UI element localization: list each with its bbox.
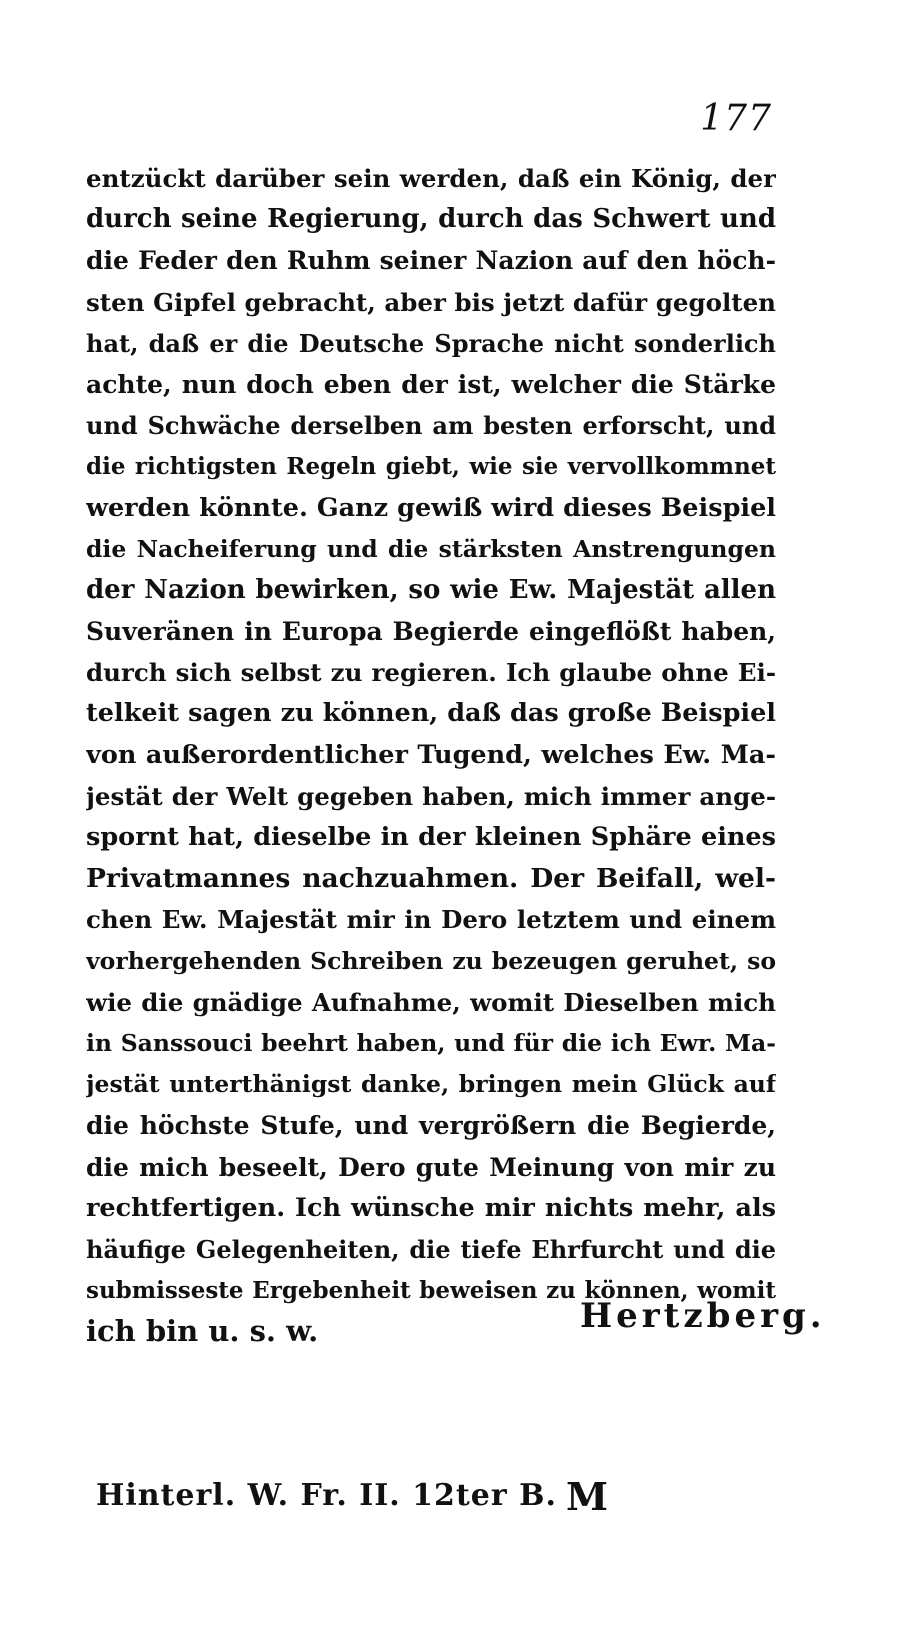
text-line: sten Gipfel gebracht, aber bis jetzt dafür gegolten (86, 287, 776, 317)
page-number: 177 (700, 98, 772, 139)
text-line: werden könnte. Ganz gewiß wird dieses Beispiel (86, 492, 776, 523)
text-line: wie die gnädige Aufnahme, womit Dieselben mich (86, 987, 776, 1017)
text-line: ich bin u. s. w. (86, 1314, 319, 1349)
text-line: häufige Gelegenheiten, die tiefe Ehrfurcht und die (86, 1234, 776, 1264)
text-line: Suveränen in Europa Begierde eingeflößt haben, (86, 617, 776, 647)
text-line: chen Ew. Majestät mir in Dero letztem und einem (86, 905, 776, 935)
text-line: hat, daß er die Deutsche Sprache nicht sonderlich (86, 328, 776, 358)
body-text (86, 158, 776, 1352)
signature: Hertzberg. (580, 1296, 826, 1336)
page-footer (96, 1474, 656, 1528)
text-line: die Nacheiferung und die stärksten Anstrengungen (86, 534, 776, 563)
text-line: achte, nun doch eben der ist, welcher die Stärke (86, 369, 776, 399)
text-line: Privatmannes nachzuahmen. Der Beifall, wel- (86, 863, 776, 895)
signature-mark: Hinterl. W. Fr. II. 12ter B. (96, 1478, 557, 1513)
text-line: rechtfertigen. Ich wünsche mir nichts mehr, als (86, 1192, 776, 1223)
text-line: durch seine Regierung, durch das Schwert und (86, 204, 776, 235)
text-line: entzückt darüber sein werden, daß ein König, der (86, 164, 776, 193)
text-line: in Sanssouci beehrt haben, und für die ich Ewr. Ma- (86, 1028, 776, 1057)
text-line: durch sich selbst zu regieren. Ich glaube ohne Ei- (86, 658, 776, 688)
text-line: submisseste Ergebenheit beweisen zu können, womit (86, 1277, 776, 1305)
text-line: jestät der Welt gegeben haben, mich immer ange- (86, 781, 776, 811)
text-line: die Feder den Ruhm seiner Nazion auf den höch- (86, 246, 776, 276)
text-line: telkeit sagen zu können, daß das große Beispiel (86, 698, 776, 729)
text-line: die mich beseelt, Dero gute Meinung von mir zu (86, 1152, 776, 1182)
text-line: die richtigsten Regeln giebt, wie sie vervollkommnet (86, 453, 776, 481)
text-line: vorhergehenden Schreiben zu bezeugen geruhet, so (86, 946, 776, 975)
text-line: von außerordentlicher Tugend, welches Ew. Ma- (86, 739, 776, 770)
text-line: spornt hat, dieselbe in der kleinen Sphäre eines (86, 822, 776, 852)
text-line: die höchste Stufe, und vergrößern die Begierde, (86, 1111, 776, 1141)
text-line: der Nazion bewirken, so wie Ew. Majestät allen (86, 574, 776, 605)
text-line: jestät unterthänigst danke, bringen mein Glück auf (86, 1070, 776, 1099)
gathering-mark: M (566, 1474, 609, 1519)
text-line: und Schwäche derselben am besten erforscht, und (86, 411, 776, 441)
